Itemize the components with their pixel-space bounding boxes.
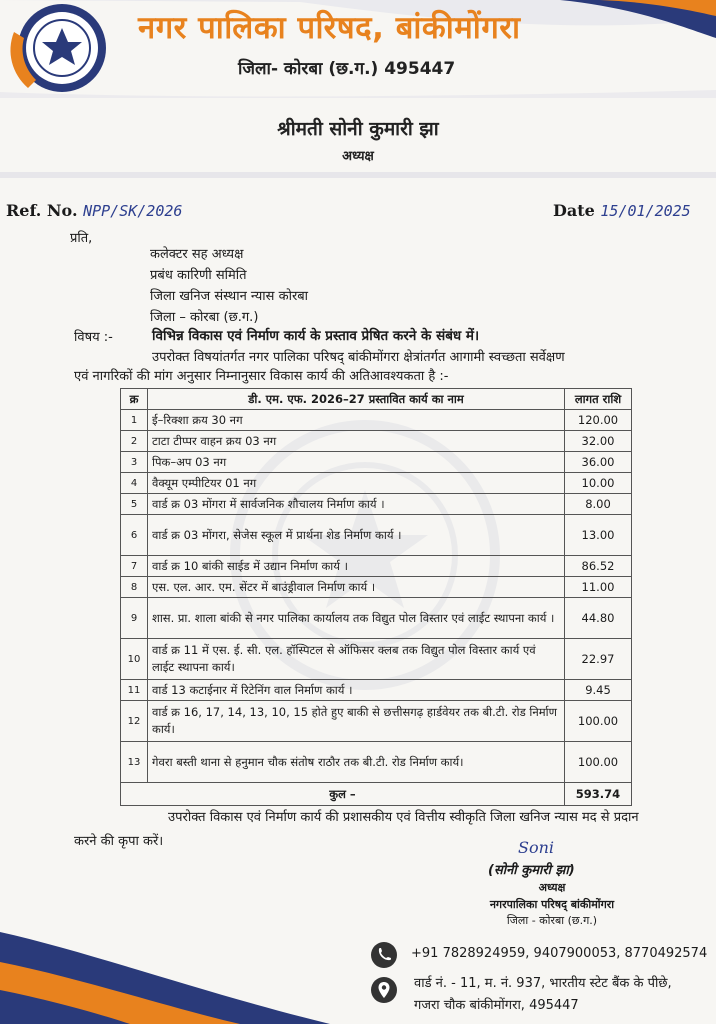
row-work-name: वार्ड क्र 16, 17, 14, 13, 10, 15 होते हुए बाकी से छत्तीसगढ़ हार्डवेयर तक बी.टी. रोड निर्माण कार्य।	[148, 701, 565, 742]
row-work-name: वार्ड क्र 03 मोंगरा में सार्वजनिक शौचालय निर्माण कार्य ।	[148, 494, 565, 515]
signatory-name: (सोनी कुमारी झा)	[488, 863, 575, 878]
row-amount: 8.00	[565, 494, 632, 515]
row-amount: 86.52	[565, 556, 632, 577]
footer-band	[0, 912, 716, 1024]
ref-value: NPP/SK/2026	[83, 202, 183, 220]
subject-label: विषय :-	[74, 330, 113, 345]
row-amount: 10.00	[565, 473, 632, 494]
row-sn: 5	[121, 494, 148, 515]
phone-numbers: +91 7828924959, 9407900053, 8770492574	[411, 946, 708, 961]
row-work-name: शास. प्रा. शाला बांकी से नगर पालिका कार्यालय तक विद्युत पोल विस्तार एवं लाईट स्थापना कार्य ।	[148, 598, 565, 639]
row-sn: 1	[121, 410, 148, 431]
intro-line-2: एवं नागरिकों की मांग अनुसार निम्नानुसार विकास कार्य की अतिआवश्यकता है :-	[74, 369, 449, 384]
row-work-name: ई–रिक्शा क्रय 30 नग	[148, 410, 565, 431]
org-address: जिला- कोरबा (छ.ग.) 495447	[238, 59, 456, 79]
signatory-role: अध्यक्ष	[538, 881, 566, 894]
row-work-name: वार्ड क्र 11 में एस. ई. सी. एल. हॉस्पिटल से ऑफिसर क्लब तक विद्युत पोल विस्तार कार्य एवं लाईट स्थापना कार्य।	[148, 639, 565, 680]
subject-text: विभिन्न विकास एवं निर्माण कार्य के प्रस्ताव प्रेषित करने के संबंध में।	[152, 328, 480, 344]
row-sn: 10	[121, 639, 148, 680]
row-amount: 100.00	[565, 742, 632, 783]
signatory-org: नगरपालिका परिषद् बांकीमोंगरा	[489, 898, 615, 911]
recipient-line: प्रबंध कारिणी समिति	[150, 268, 247, 283]
row-sn: 12	[121, 701, 148, 742]
address-line-1: वार्ड नं. - 11, म. नं. 937, भारतीय स्टेट बैंक के पीछे,	[414, 976, 672, 991]
header-divider	[0, 172, 716, 178]
row-work-name: गेवरा बस्ती थाना से हनुमान चौक संतोष राठौर तक बी.टी. रोड निर्माण कार्य।	[148, 742, 565, 783]
phone-icon	[371, 942, 397, 968]
table-row	[121, 515, 632, 556]
emblem-icon	[6, 2, 110, 94]
row-amount: 11.00	[565, 577, 632, 598]
org-name: नगर पालिका परिषद, बांकीमोंगरा	[138, 10, 521, 46]
total-row	[121, 783, 632, 806]
row-amount: 36.00	[565, 452, 632, 473]
signatory-district: जिला - कोरबा (छ.ग.)	[506, 914, 598, 927]
header-amount: लागत राशि	[565, 389, 632, 410]
table-row	[121, 431, 632, 452]
recipient-line: जिला – कोरबा (छ.ग.)	[150, 310, 259, 325]
header-sn: क्र	[121, 389, 148, 410]
header-work-name: डी. एम. एफ. 2026–27 प्रस्तावित कार्य का नाम	[148, 389, 565, 410]
row-work-name: वार्ड 13 कटाईनार में रिटेनिंग वाल निर्माण कार्य ।	[148, 680, 565, 701]
table-header-row	[121, 389, 632, 410]
row-amount: 100.00	[565, 701, 632, 742]
row-sn: 9	[121, 598, 148, 639]
works-table	[120, 388, 632, 806]
location-pin-icon	[371, 977, 397, 1003]
recipient-line: कलेक्टर सह अध्यक्ष	[150, 247, 244, 262]
row-amount: 44.80	[565, 598, 632, 639]
recipient-block	[150, 244, 308, 328]
row-sn: 4	[121, 473, 148, 494]
total-label: कुल –	[121, 783, 565, 806]
row-amount: 32.00	[565, 431, 632, 452]
row-work-name: वार्ड क्र 03 मोंगरा, सेजेस स्कूल में प्रार्थना शेड निर्माण कार्य ।	[148, 515, 565, 556]
row-work-name: पिक–अप 03 नग	[148, 452, 565, 473]
row-amount: 13.00	[565, 515, 632, 556]
row-sn: 11	[121, 680, 148, 701]
row-amount: 120.00	[565, 410, 632, 431]
row-work-name: एस. एल. आर. एम. सेंटर में बाउंड्रीवाल निर्माण कार्य ।	[148, 577, 565, 598]
table-row	[121, 452, 632, 473]
closing-paragraph: उपरोक्त विकास एवं निर्माण कार्य की प्रशासकीय एवं वित्तीय स्वीकृति जिला खनिज न्यास मद से प्रदान करने की कृपा करें।	[74, 810, 639, 849]
row-sn: 13	[121, 742, 148, 783]
row-sn: 6	[121, 515, 148, 556]
row-sn: 3	[121, 452, 148, 473]
table-row	[121, 473, 632, 494]
table-row	[121, 742, 632, 783]
table-row	[121, 494, 632, 515]
intro-line-1: उपरोक्त विषयांतर्गत नगर पालिका परिषद् बांकीमोंगरा क्षेत्रांतर्गत आगामी स्वच्छता सर्वेक्षण	[152, 350, 565, 365]
president-name: श्रीमती सोनी कुमारी झा	[277, 118, 439, 140]
president-title: अध्यक्ष	[342, 149, 374, 164]
table-row	[121, 577, 632, 598]
row-sn: 8	[121, 577, 148, 598]
table-row	[121, 639, 632, 680]
recipient-line: जिला खनिज संस्थान न्यास कोरबा	[150, 289, 309, 304]
table-row	[121, 556, 632, 577]
letter-date	[553, 201, 691, 220]
row-sn: 7	[121, 556, 148, 577]
table-row	[121, 410, 632, 431]
total-amount: 593.74	[565, 783, 632, 806]
row-amount: 9.45	[565, 680, 632, 701]
ref-label: Ref. No.	[6, 201, 78, 220]
row-work-name: वार्ड क्र 10 बांकी साईड में उद्यान निर्माण कार्य ।	[148, 556, 565, 577]
date-value: 15/01/2025	[600, 202, 691, 220]
table-row	[121, 701, 632, 742]
row-work-name: वैक्यूम एम्पीटियर 01 नग	[148, 473, 565, 494]
signature: Soni	[518, 838, 555, 857]
date-label: Date	[553, 201, 595, 220]
row-work-name: टाटा टीप्पर वाहन क्रय 03 नग	[148, 431, 565, 452]
table-row	[121, 598, 632, 639]
row-sn: 2	[121, 431, 148, 452]
address-line-2: गजरा चौक बांकीमोंगरा, 495447	[414, 998, 579, 1013]
salutation-prati: प्रति,	[70, 231, 93, 246]
ref-number	[6, 201, 182, 220]
table-row	[121, 680, 632, 701]
row-amount: 22.97	[565, 639, 632, 680]
